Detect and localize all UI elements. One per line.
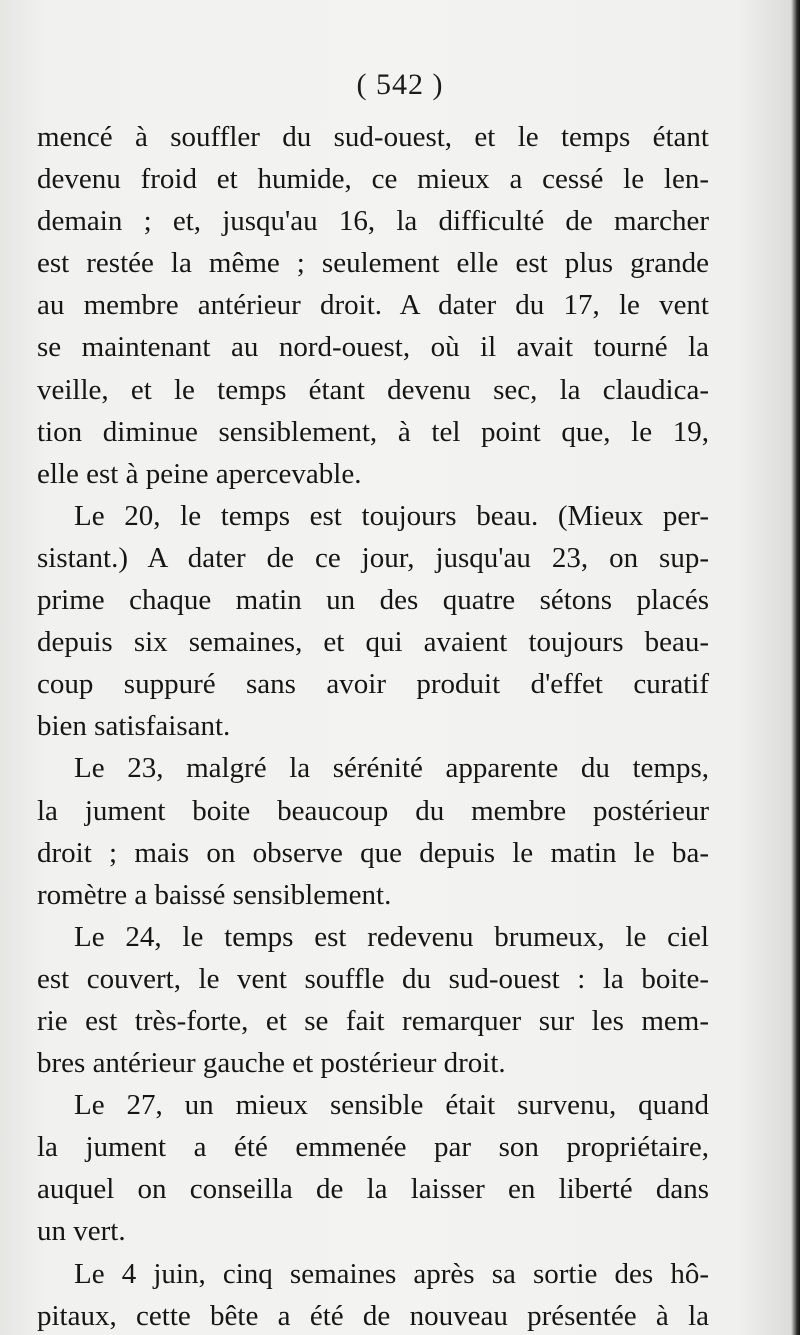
- text-line: la jument a été emmenée par son propriétaire,: [37, 1131, 709, 1164]
- text-line: coup suppuré sans avoir produit d'effet curatif: [37, 668, 709, 701]
- text-line: droit ; mais on observe que depuis le matin le ba-: [37, 836, 709, 869]
- text-line: Le 27, un mieux sensible était survenu, quand: [74, 1089, 709, 1122]
- text-line: Le 23, malgré la sérénité apparente du temps,: [74, 752, 709, 785]
- text-line: se maintenant au nord-ouest, où il avait tourné la: [37, 331, 709, 364]
- page-edge-shadow: [791, 0, 800, 1335]
- body-text: [37, 116, 709, 1335]
- text-line: prime chaque matin un des quatre sétons placés: [37, 584, 709, 617]
- text-line: la jument boite beaucoup du membre postérieur: [37, 794, 709, 827]
- text-line: Le 24, le temps est redevenu brumeux, le ciel: [74, 920, 709, 953]
- text-line: tion diminue sensiblement, à tel point que, le 19,: [37, 415, 709, 448]
- text-line: romètre a baissé sensiblement.: [37, 878, 392, 911]
- text-line: est couvert, le vent souffle du sud-ouest : la boite-: [37, 962, 709, 995]
- text-line: rie est très-forte, et se fait remarquer sur les mem-: [37, 1004, 709, 1037]
- text-line: bien satisfaisant.: [37, 710, 231, 743]
- text-line: devenu froid et humide, ce mieux a cessé le len-: [37, 163, 709, 196]
- page-number: ( 542 ): [356, 68, 444, 101]
- text-line: auquel on conseilla de la laisser en liberté dans: [37, 1173, 709, 1206]
- text-line: est restée la même ; seulement elle est plus grande: [37, 247, 709, 280]
- text-line: un vert.: [37, 1215, 126, 1248]
- text-line: au membre antérieur droit. A dater du 17, le vent: [37, 289, 709, 322]
- text-line: elle est à peine apercevable.: [37, 457, 362, 490]
- text-line: bres antérieur gauche et postérieur droit.: [37, 1047, 506, 1080]
- text-line: sistant.) A dater de ce jour, jusqu'au 23, on sup-: [37, 541, 709, 574]
- text-line: pitaux, cette bête a été de nouveau présentée à la: [37, 1299, 709, 1332]
- text-line: Le 4 juin, cinq semaines après sa sortie des hô-: [74, 1257, 709, 1290]
- text-line: demain ; et, jusqu'au 16, la difficulté de marcher: [37, 205, 709, 238]
- text-line: Le 20, le temps est toujours beau. (Mieux per-: [74, 499, 709, 532]
- text-line: depuis six semaines, et qui avaient toujours beau-: [37, 626, 709, 659]
- text-line: veille, et le temps étant devenu sec, la claudica-: [37, 373, 709, 406]
- text-line: mencé à souffler du sud-ouest, et le temps étant: [37, 121, 709, 153]
